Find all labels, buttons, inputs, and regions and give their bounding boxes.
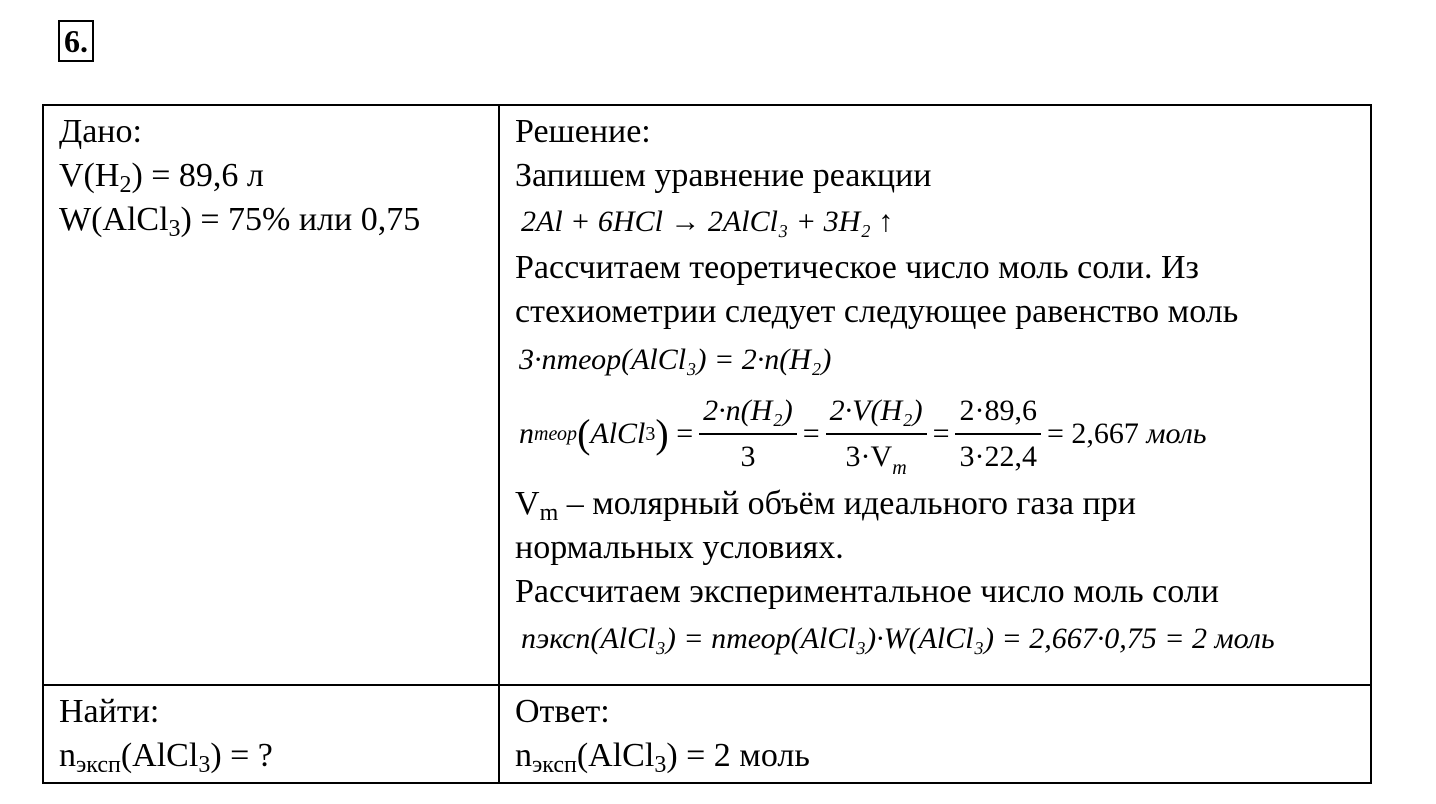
answer-value: $n_{эксп}(AlCl_3) = 2$ моль [515,737,810,778]
find-cell [43,685,499,783]
given-volume: $V(H_2) = 89,6$ л [59,157,264,198]
table-row [43,105,1371,685]
find-title: Найти: [59,693,160,730]
given-fraction: W(AlCl$_3$) = 75% или 0,75 [59,201,421,242]
solution-cell [499,105,1371,685]
given-cell [43,105,499,685]
solution-text-1: Рассчитаем теоретическое число моль соли. Из [515,249,1199,286]
vm-definition-1: $V_m$ – молярный объём идеального газа при [515,485,1136,526]
fraction-3: $\frac{2\cdot 89,6}{3\cdot 22,4}$ [955,391,1041,477]
solution-text-3: Рассчитаем экспериментальное число моль соли [515,573,1219,610]
find-target: $n_{эксп}(AlCl_3)$ = ? [59,737,273,778]
fraction-2: $\frac{\text{2·V(H₂)}}{3\cdot V_m}$ [826,391,927,477]
vm-definition-2: нормальных условиях. [515,529,844,566]
solution-text-2: стехиометрии следует следующее равенство моль [515,293,1239,330]
reaction-equation: 2Al + 6HCl → 2AlCl₃ + 3H₂ ↑ [521,205,894,238]
experimental-equation: nэксп(AlCl₃) = nтеор(AlCl₃)·W(AlCl₃) = 2,667·0,75 = 2 моль [521,622,1275,655]
stoichiometry-equation: 3·nтеор(AlCl₃) = 2·n(H₂) [519,343,832,376]
table-row [43,685,1371,783]
given-title: Дано: [59,113,142,150]
task-table [42,104,1372,784]
answer-title: Ответ: [515,693,610,730]
problem-number: 6. [58,20,94,62]
solution-intro: Запишем уравнение реакции [515,157,932,194]
fraction-1: $\frac{\text{2·n(H₂)}}{3}$ [699,391,797,477]
answer-cell [499,685,1371,783]
solution-title: Решение: [515,113,651,150]
theoretical-calculation: n теор ( AlCl 3 ) = $\frac{\text{2·n(H₂)}}{3}$ = $\frac{\text{2·V(H₂)}}{3\cdot V_m}$ = $\frac{2\cdot 89,6}{3\cdot 22,4}$ = 2,667 моль [515,386,1360,482]
